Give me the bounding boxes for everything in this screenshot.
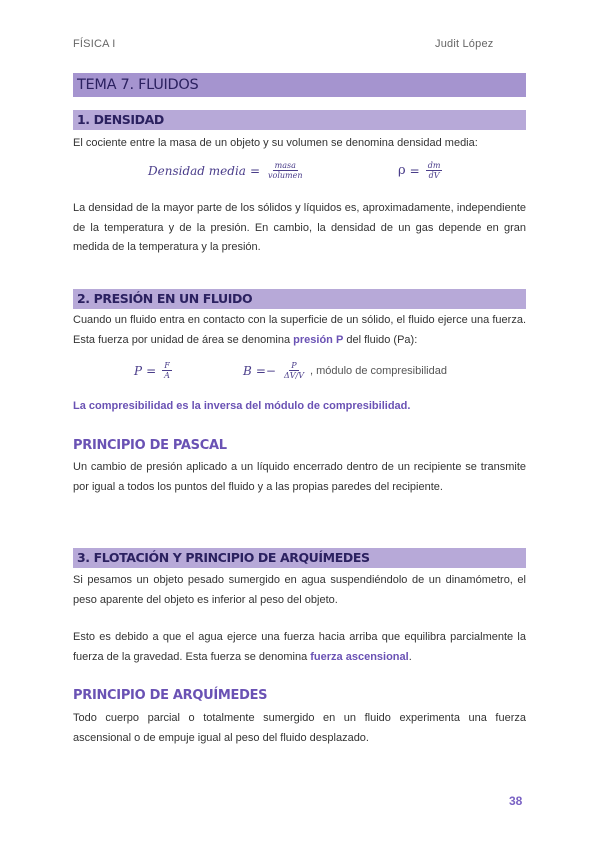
term-presion: presión P bbox=[293, 333, 344, 346]
eq-lhs: P bbox=[134, 363, 143, 378]
eq-sign: = bbox=[409, 163, 420, 178]
equation-density-differential bbox=[398, 161, 444, 180]
eq-lhs: B bbox=[243, 363, 252, 378]
density-intro: El cociente entre la masa de un objeto y su volumen se denomina densidad media: bbox=[73, 137, 478, 149]
eq-numerator: F bbox=[164, 361, 170, 370]
density-paragraph: La densidad de la mayor parte de los sólidos y líquidos es, aproximadamente, independiente de la temperatura y de la presión. En cambio, la densidad de un gas depende en gran medida de la temperatura y la presión. bbox=[73, 202, 526, 253]
header-subject: FÍSICA I bbox=[73, 38, 116, 50]
eq-numerator: P bbox=[291, 361, 297, 370]
eq-sign: = bbox=[146, 363, 157, 378]
pressure-paragraph bbox=[73, 311, 526, 350]
subheading-arquimedes: PRINCIPIO DE ARQUÍMEDES bbox=[73, 688, 268, 703]
buoyancy-paragraph-1: Si pesamos un objeto pesado sumergido en agua suspendiéndolo de un dinamómetro, el peso aparente del objeto es inferior al peso del objeto. bbox=[73, 574, 526, 606]
equation-bulk-modulus bbox=[243, 361, 447, 380]
text-run: Cuando un fluido entra en contacto con la superficie de un sólido, el fluido ejerce una fuerza. Esta fuerza por unidad de área se denomina bbox=[73, 314, 526, 346]
eq-lhs: Densidad media bbox=[148, 163, 246, 178]
text-run: . bbox=[408, 650, 412, 663]
eq-fraction bbox=[282, 361, 306, 380]
section-heading-densidad: 1. DENSIDAD bbox=[73, 110, 526, 130]
page-number: 38 bbox=[509, 794, 523, 808]
eq-fraction bbox=[266, 161, 305, 180]
eq-denominator: dV bbox=[428, 171, 440, 180]
eq-sign: = bbox=[249, 163, 260, 178]
arquimedes-paragraph: Todo cuerpo parcial o totalmente sumergido en un fluido experimenta una fuerza ascensional o de empuje igual al peso del fluido desplazado. bbox=[73, 712, 526, 744]
eq-fraction bbox=[162, 361, 172, 380]
equation-mean-density bbox=[148, 161, 307, 180]
eq-lhs: ρ bbox=[398, 163, 406, 178]
eq-sign: =− bbox=[255, 363, 276, 378]
eq-numerator: dm bbox=[427, 161, 441, 170]
header-author: Judit López bbox=[435, 38, 494, 50]
section-heading-presion: 2. PRESIÓN EN UN FLUIDO bbox=[73, 289, 526, 309]
term-fuerza-ascensional: fuerza ascensional bbox=[310, 650, 409, 663]
chapter-title: TEMA 7. FLUIDOS bbox=[73, 73, 526, 97]
eq-denominator: ΔV/V bbox=[283, 371, 304, 380]
text-run: Esto es debido a que el agua ejerce una fuerza hacia arriba que equilibra parcialmente la fuerza de la gravedad. Esta fuerza se denomina bbox=[73, 631, 526, 663]
text-run: del fluido (Pa): bbox=[343, 333, 418, 346]
eq-numerator: masa bbox=[274, 161, 296, 170]
bulk-modulus-label: , módulo de compresibilidad bbox=[309, 364, 447, 377]
eq-denominator: A bbox=[164, 371, 170, 380]
eq-denominator: volumen bbox=[268, 171, 303, 180]
eq-fraction bbox=[426, 161, 443, 180]
equation-pressure bbox=[134, 361, 174, 380]
buoyancy-paragraph-2 bbox=[73, 628, 526, 667]
compressibility-note: La compresibilidad es la inversa del módulo de compresibilidad. bbox=[73, 400, 411, 412]
section-heading-flotacion: 3. FLOTACIÓN Y PRINCIPIO DE ARQUÍMEDES bbox=[73, 548, 526, 568]
pascal-paragraph: Un cambio de presión aplicado a un líquido encerrado dentro de un recipiente se transmite por igual a todos los puntos del fluido y a las propias paredes del recipiente. bbox=[73, 461, 526, 493]
subheading-pascal: PRINCIPIO DE PASCAL bbox=[73, 438, 227, 453]
